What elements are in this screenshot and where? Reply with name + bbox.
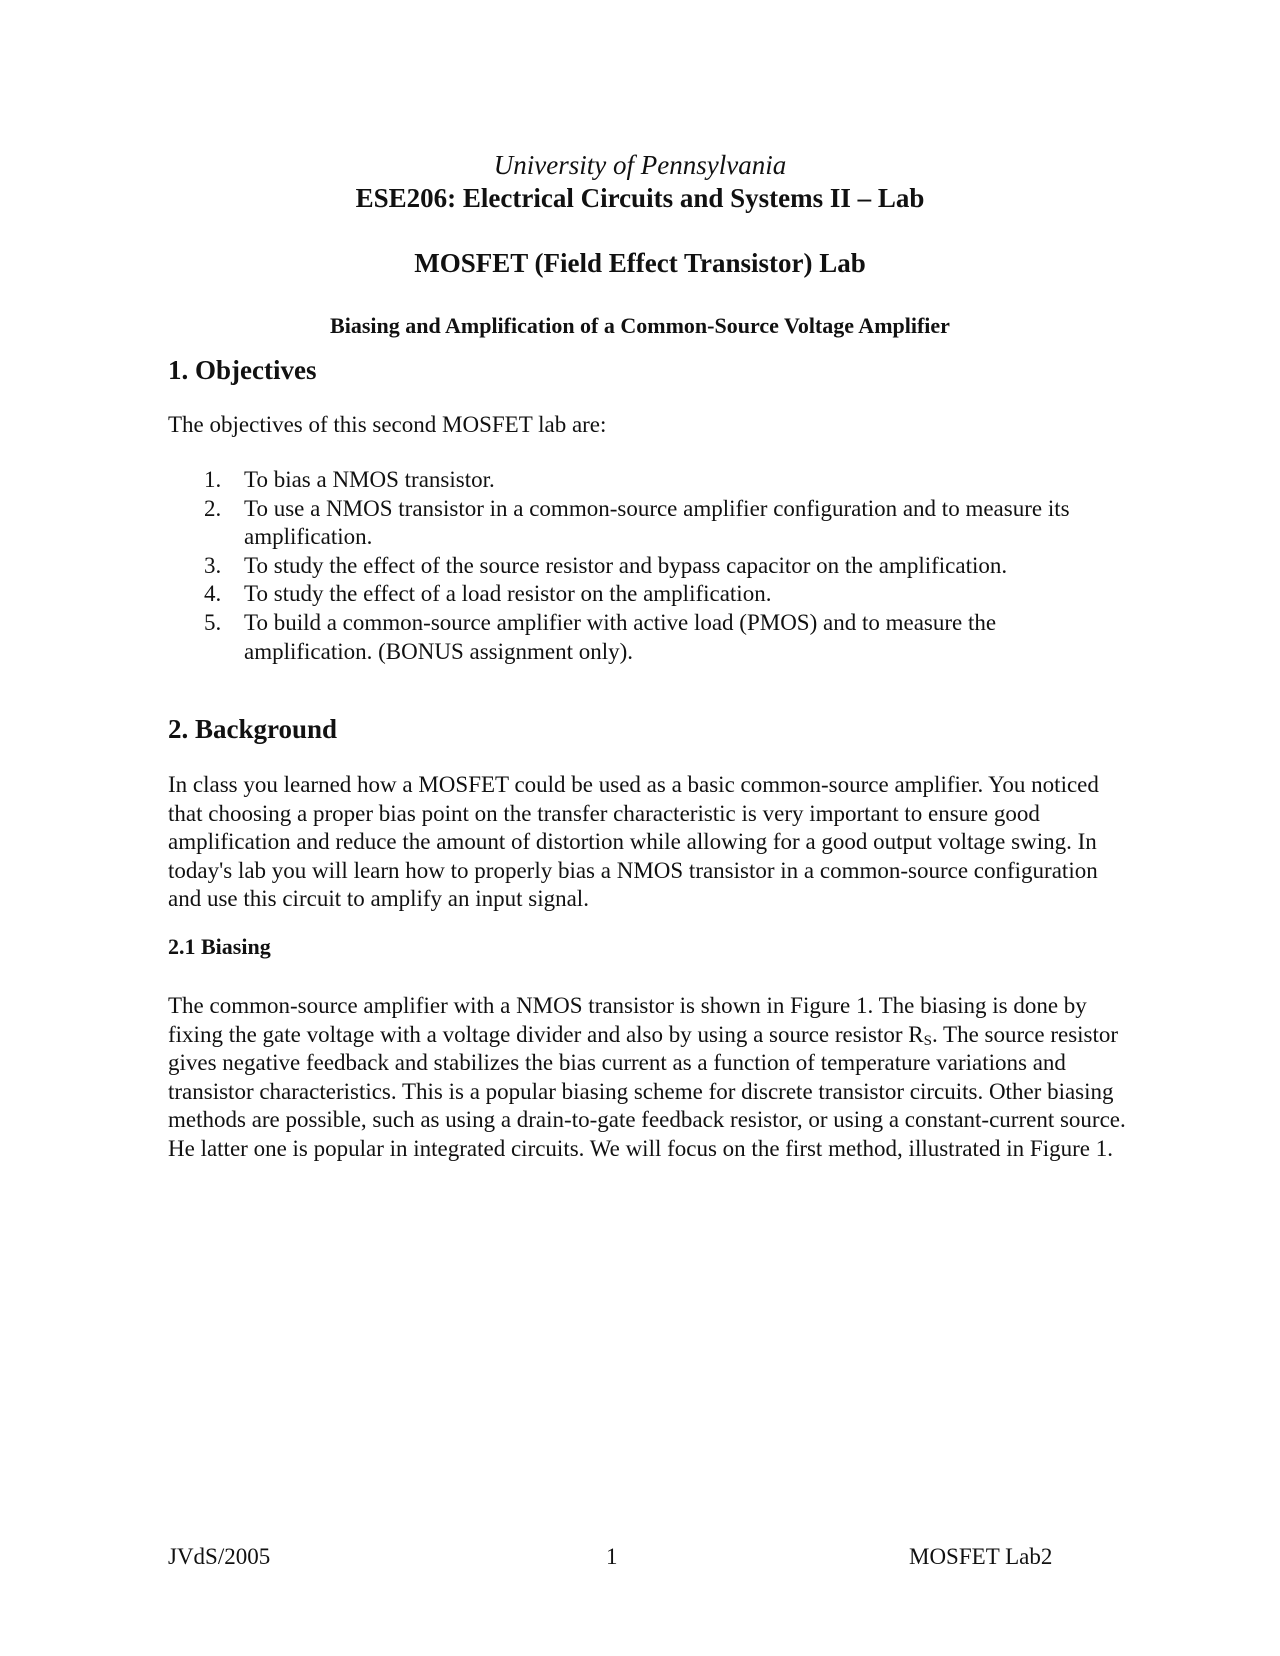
lab-title: MOSFET (Field Effect Transistor) Lab <box>414 248 866 278</box>
footer-author: JVdS/2005 <box>168 1544 271 1569</box>
biasing-paragraph: The common-source amplifier with a NMOS transistor is shown in Figure 1. The biasing is done by fixing the gate voltage with a voltage divider and also by using a source resistor $R_S$. The source resistor gives negative feedback and stabilizes the bias current as a function of temperature variations and transistor characteristics. This is a popular biasing scheme for discrete transistor circuits. Other biasing methods are possible, such as using a drain-to-gate feedback resistor, or using a constant-current source. He latter one is popular in integrated circuits. We will focus on the first method, illustrated in Figure 1. <box>168 993 1126 1161</box>
list-item: 3. To study the effect of the source resistor and bypass capacitor on the amplification. <box>204 552 1008 578</box>
list-item: 1. To bias a NMOS transistor. <box>204 467 495 492</box>
course-title: ESE206: Electrical Circuits and Systems II – Lab <box>355 183 925 213</box>
objectives-list <box>168 466 1130 666</box>
university-name: University of Pennsylvania <box>493 150 787 180</box>
background-paragraph: In class you learned how a MOSFET could be used as a basic common-source amplifier. You noticed that choosing a proper bias point on the transfer characteristic is very important to ensure good amplification and reduce the amount of distortion while allowing for a good output voltage swing. In today's lab you will learn how to properly bias a NMOS transistor in a common-source configuration and use this circuit to amplify an input signal. <box>168 772 1099 912</box>
subscript-s: S <box>923 1032 932 1049</box>
background-heading: 2. Background <box>168 714 338 744</box>
list-item: 2. To use a NMOS transistor in a common-source amplifier configuration and to measure its amplification. <box>204 495 1070 550</box>
footer-doc-title: MOSFET Lab2 <box>909 1544 1053 1569</box>
lab-subtitle: Biasing and Amplification of a Common-Source Voltage Amplifier <box>330 313 950 338</box>
list-item: 5. To build a common-source amplifier with active load (PMOS) and to measure the amplification. (BONUS assignment only). <box>204 609 997 664</box>
objectives-heading: 1. Objectives <box>168 355 317 385</box>
objectives-intro: The objectives of this second MOSFET lab are: <box>168 412 607 437</box>
biasing-heading: 2.1 Biasing <box>168 934 271 959</box>
page-number: 1 <box>606 1544 618 1569</box>
list-item: 4. To study the effect of a load resistor on the amplification. <box>204 581 772 607</box>
